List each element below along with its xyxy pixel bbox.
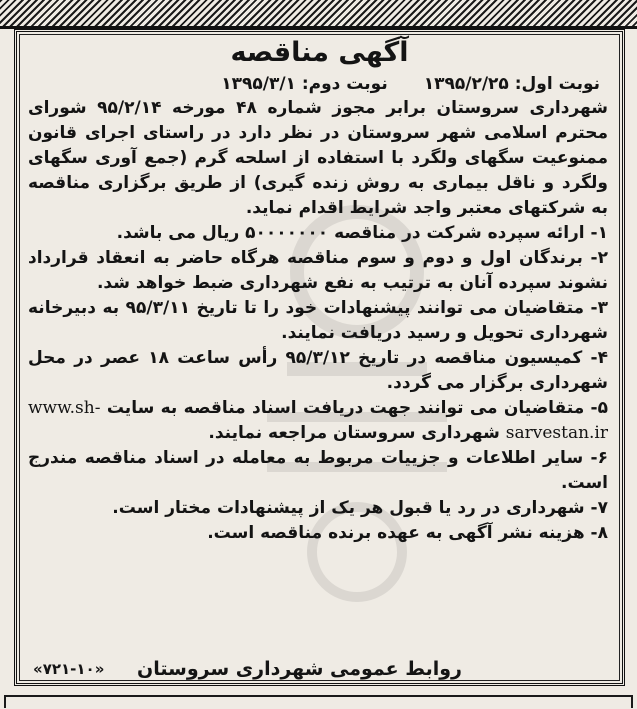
website-link[interactable]: www.sh-sarvestan.ir <box>28 398 608 443</box>
condition-item-8: ۸- هزینه نشر آگهی به عهده برنده مناقصه است. <box>207 523 608 543</box>
condition-item-7: ۷- شهرداری در رد یا قبول هر یک از پیشنهادات مختار است. <box>112 498 608 518</box>
condition-item-3: ۳- متقاضیان می توانند پیشنهادات خود را تا تاریخ ۹۵/۳/۱۱ به دبیرخانه شهرداری تحویل و رسید دریافت نمایند. <box>28 298 609 343</box>
condition-item-1: ۱- ارائه سپرده شرکت در مناقصه ۵۰۰۰۰۰۰۰ ریال می باشد. <box>116 223 608 243</box>
publisher-name: روابط عمومی شهرداری سروستان <box>137 658 462 680</box>
advertisement-frame <box>14 29 625 686</box>
item-5-text: ۵- متقاضیان می توانند جهت دریافت اسناد مناقصه به سایت <box>106 398 608 418</box>
publication-dates <box>40 72 600 96</box>
first-round-date: نوبت اول: ۱۳۹۵/۲/۲۵ <box>423 74 600 94</box>
ad-body <box>28 96 608 546</box>
second-round-date: نوبت دوم: ۱۳۹۵/۳/۱ <box>221 74 388 94</box>
condition-item-4: ۴- کمیسیون مناقصه در تاریخ ۹۵/۳/۱۲ رأس ساعت ۱۸ عصر در محل شهرداری برگزار می گردد. <box>28 348 608 393</box>
condition-item-5 <box>28 396 608 446</box>
ad-title: آگهی مناقصه <box>230 37 409 68</box>
item-5-text-end: شهرداری سروستان مراجعه نمایند. <box>208 423 500 443</box>
intro-paragraph: شهرداری سروستان برابر مجوز شماره ۴۸ مورخه ۹۵/۲/۱۴ شورای محترم اسلامی شهر سروستان در نظر دارد در راستای اجرای قانون ممنوعیت سگهای ولگرد با استفاده از اسلحه گرم (جمع آوری سگهای ولگرد و ناقل بیماری به روش زنده گیری) از طریق برگزاری مناقصه به شرکتهای معتبر واجد شرایط اقدام نماید. <box>28 98 608 218</box>
top-hatch-border <box>0 0 637 29</box>
ad-footer <box>27 655 612 683</box>
ad-code: «۷۲۱-۱۰» <box>33 660 105 678</box>
condition-item-6: ۶- سایر اطلاعات و جزییات مربوط به معامله در اسناد مناقصه مندرج است. <box>28 448 608 493</box>
condition-item-2: ۲- برندگان اول و دوم و سوم مناقصه هرگاه حاضر به انعقاد قرارداد نشوند سپرده آنان به ترتیب به نفع شهرداری ضبط خواهد شد. <box>28 248 608 293</box>
bottom-border <box>0 689 637 709</box>
